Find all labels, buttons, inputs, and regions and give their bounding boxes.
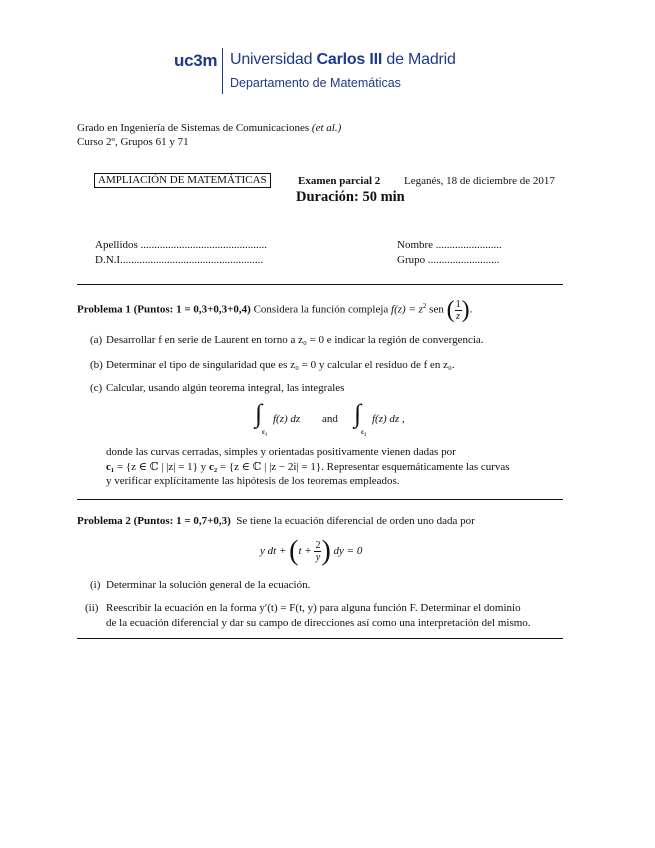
problem2-item-i: (i) <box>90 579 101 591</box>
problem1-c-line1: donde las curvas cerradas, simples y orientadas positivamente vienen dadas por <box>106 446 456 458</box>
rule-2 <box>77 499 563 500</box>
degree-line: Grado en Ingeniería de Sistemas de Comunicaciones (et al.) <box>77 122 342 134</box>
integral-sign-1: ∫ <box>255 399 263 428</box>
integral-1: f(z) dz <box>273 413 301 425</box>
problem1-item-c-text: Calcular, usando algún teorema integral, las integrales <box>106 382 345 394</box>
problem2-heading: Problema 2 (Puntos: 1 = 0,7+0,3) Se tiene la ecuación diferencial de orden uno dada por <box>77 515 475 527</box>
integral-and: and <box>322 413 338 425</box>
problem2-item-ii: (ii) <box>85 602 99 614</box>
problem2-item-i-text: Determinar la solución general de la ecuación. <box>106 579 311 591</box>
place-date: Leganés, 18 de diciembre de 2017 <box>404 175 555 187</box>
course-line: Curso 2º, Grupos 61 y 71 <box>77 136 189 148</box>
c1-subscript: c₁ <box>262 428 268 436</box>
dni-field: D.N.I.................................................... <box>95 254 264 266</box>
c2-subscript: c₂ <box>361 428 367 436</box>
subject-box: AMPLIACIÓN DE MATEMÁTICAS <box>94 173 271 188</box>
group-field: Grupo .......................... <box>397 254 500 266</box>
problem1-c-line2: c₁ = {z ∈ ℂ | |z| = 1} y c₂ = {z ∈ ℂ | |z − 2i| = 1}. Representar esquemáticamente las curvas <box>106 461 510 473</box>
department-name: Departamento de Matemáticas <box>230 76 401 90</box>
surname-field: Apellidos .............................................. <box>95 239 268 251</box>
problem2-equation: y dt + (t + $\frac{2}{y}$ ) dy = 0 <box>260 535 363 567</box>
integral-2: f(z) dz , <box>372 413 405 425</box>
problem2-item-ii-line2: de la ecuación diferencial y dar su campo de direcciones así como una interpretación del mismo. <box>106 617 531 629</box>
problem1-item-a: (a) <box>90 334 103 346</box>
problem1-item-b-text: Determinar el tipo de singularidad que es z₀ = 0 y calcular el residuo de f en z₀. <box>106 359 455 371</box>
problem1-item-c: (c) <box>90 382 103 394</box>
problem2-item-ii-line1: Reescribir la ecuación en la forma y′(t) = F(t, y) para alguna función F. Determinar el dominio <box>106 602 521 614</box>
problem1-c-line3: y verificar explícitamente las hipótesis de los teoremas empleados. <box>106 475 400 487</box>
integral-sign-2: ∫ <box>354 399 362 428</box>
exam-title: Examen parcial 2 <box>298 175 381 187</box>
uc3m-logo: uc3m <box>174 51 218 70</box>
problem1-heading: Problema 1 (Puntos: 1 = 0,3+0,3+0,4) Considera la función compleja $f(z) = z^2$ sen ( $\frac{1}{z}$ ). <box>77 297 473 324</box>
rule-1 <box>77 284 563 285</box>
problem1-item-a-text: Desarrollar f en serie de Laurent en torno a z₀ = 0 e indicar la región de convergencia. <box>106 334 484 346</box>
name-field: Nombre ........................ <box>397 239 502 251</box>
rule-3 <box>77 638 563 639</box>
logo-divider <box>222 48 223 94</box>
university-name: Universidad Carlos III de Madrid <box>230 51 456 68</box>
problem1-item-b: (b) <box>90 359 103 371</box>
duration: Duración: 50 min <box>296 189 405 205</box>
